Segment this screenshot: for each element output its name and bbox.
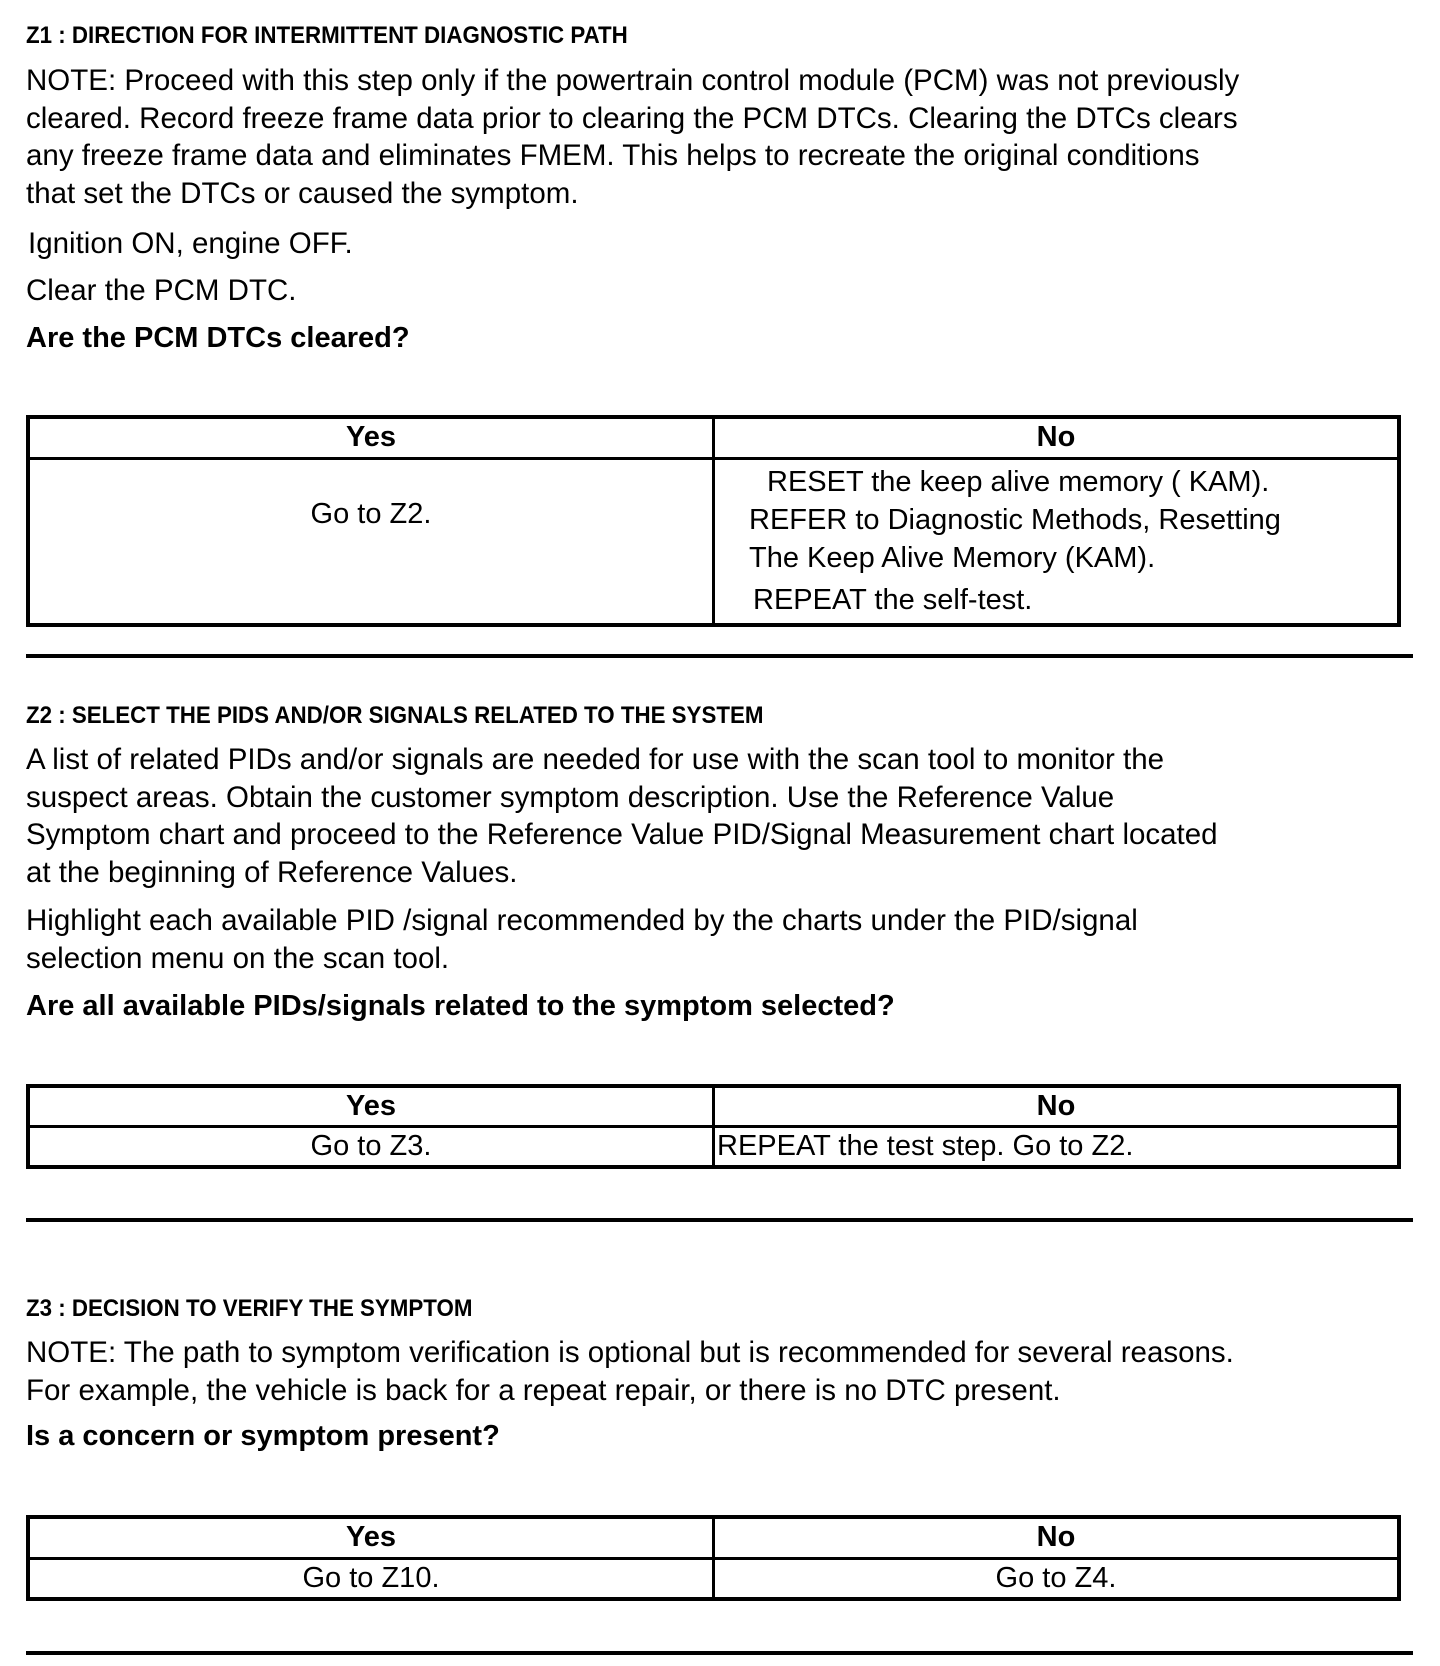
text-line: at the beginning of Reference Values. — [26, 855, 518, 889]
no-cell — [714, 458, 1400, 625]
text-line: Highlight each available PID /signal recommended by the charts under the PID/signal — [26, 904, 1138, 937]
text-line: A list of related PIDs and/or signals are needed for use with the scan tool to monitor the — [26, 743, 1165, 776]
no-header: No — [714, 1086, 1400, 1127]
yes-cell: Go to Z2. — [28, 458, 714, 625]
z3-heading: Z3 : DECISION TO VERIFY THE SYMPTOM — [26, 1295, 473, 1322]
section-divider — [26, 1218, 1413, 1222]
z2-instruction — [26, 902, 1426, 977]
no-line: REFER to Diagnostic Methods, Resetting — [749, 504, 1281, 537]
no-cell: REPEAT the test step. Go to Z2. — [714, 1127, 1400, 1168]
yes-cell: Go to Z3. — [28, 1127, 714, 1168]
z1-question: Are the PCM DTCs cleared? — [26, 322, 410, 354]
z3-answer-table — [26, 1515, 1401, 1601]
note-line: cleared. Record freeze frame data prior to clearing the PCM DTCs. Clearing the DTCs clears — [26, 101, 1238, 135]
no-header: No — [714, 417, 1400, 458]
note-line: any freeze frame data and eliminates FMEM. This helps to recreate the original conditions — [26, 139, 1200, 172]
z2-heading: Z2 : SELECT THE PIDS AND/OR SIGNALS RELATED TO THE SYSTEM — [26, 702, 764, 729]
note-line: NOTE: Proceed with this step only if the powertrain control module (PCM) was not previously — [26, 64, 1240, 97]
yes-header: Yes — [28, 1517, 714, 1558]
text-line: selection menu on the scan tool. — [26, 941, 450, 975]
no-line: RESET the keep alive memory ( KAM). — [767, 466, 1270, 499]
no-cell: Go to Z4. — [714, 1558, 1400, 1599]
z1-step-1: Ignition ON, engine OFF. — [28, 227, 353, 260]
note-line: For example, the vehicle is back for a repeat repair, or there is no DTC present. — [26, 1373, 1061, 1407]
yes-cell: Go to Z10. — [28, 1558, 714, 1599]
z3-note — [26, 1334, 1426, 1409]
z3-question: Is a concern or symptom present? — [26, 1420, 500, 1452]
z1-answer-table — [26, 415, 1401, 627]
z2-question: Are all available PIDs/signals related to the symptom selected? — [26, 990, 895, 1022]
z2-paragraph — [26, 741, 1426, 891]
no-line: The Keep Alive Memory (KAM). — [749, 542, 1156, 575]
section-divider — [26, 654, 1413, 658]
yes-header: Yes — [28, 417, 714, 458]
note-line: that set the DTCs or caused the symptom. — [26, 176, 579, 210]
text-line: Symptom chart and proceed to the Reference Value PID/Signal Measurement chart located — [26, 818, 1218, 851]
yes-header: Yes — [28, 1086, 714, 1127]
z1-heading: Z1 : DIRECTION FOR INTERMITTENT DIAGNOSTIC PATH — [26, 22, 628, 49]
z2-answer-table — [26, 1084, 1401, 1169]
no-line: REPEAT the self-test. — [753, 584, 1033, 617]
no-header: No — [714, 1517, 1400, 1558]
note-line: NOTE: The path to symptom verification is optional but is recommended for several reasons. — [26, 1336, 1234, 1369]
section-divider — [26, 1651, 1413, 1655]
text-line: suspect areas. Obtain the customer symptom description. Use the Reference Value — [26, 780, 1115, 814]
z1-step-2: Clear the PCM DTC. — [26, 274, 297, 307]
z1-note — [26, 62, 1426, 212]
